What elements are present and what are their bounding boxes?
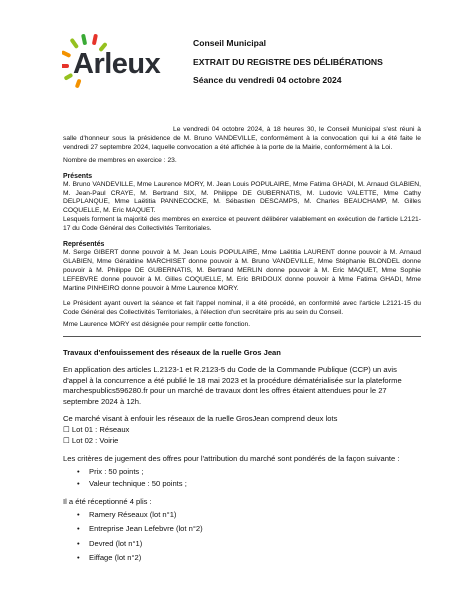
travaux-paragraph-4: Il a été réceptionné 4 plis : [63, 496, 152, 506]
checkbox-icon: ☐ [63, 424, 72, 434]
secretary-paragraph: Mme Laurence MORY est désignée pour remplir cette fonction. [63, 321, 251, 329]
pli-item: • Devred (lot n°1) [63, 539, 413, 550]
representes-list: M. Serge GIBERT donne pouvoir à M. Jean Louis POPULAIRE, Mme Laëtitia LAURENT donne pouvoir à M. Arnaud GLABIEN, Mme Géraldine MARCHISET donne pouvoir à M. Bruno VANDEVILLE, Mme Stéphanie BLONDEL donne pouvoir à M. Philippe DE GUBERNATIS, M. Bertrand MERLIN donne pouvoir à M. Eric MAQUET, Mme Sophie LEFEBVRE donne pouvoir à M. Gilles COQUELLE, M. Eric BRIDOUX donne pouvoir à Mme Fatima GHADI, Mme Martine PINHEIRO donne pouvoir à Mme Laurence MORY. [63, 249, 421, 292]
session-date: Séance du vendredi 04 octobre 2024 [193, 75, 342, 85]
members-count: Nombre de membres en exercice : 23. [63, 156, 177, 164]
pli-item: • Eiffage (lot n°2) [63, 553, 413, 564]
section-divider [63, 336, 421, 337]
presents-heading: Présents [63, 172, 93, 180]
travaux-paragraph-3: Les critères de jugement des offres pour l'attribution du marché sont pondérés de la façon suivante : [63, 454, 400, 464]
travaux-title: Travaux d'enfouissement des réseaux de la ruelle Gros Jean [63, 348, 281, 357]
lot-item: ☐ Lot 01 : Réseaux [63, 424, 130, 434]
pli-item: • Ramery Réseaux (lot n°1) [63, 510, 413, 521]
intro-paragraph: Le vendredi 04 octobre 2024, à 18 heures 30, le Conseil Municipal s'est réuni à salle d'honneur sous la présidence de M. Bruno VANDEVILLE, conformément à la convocation qui lui a été faite le vendredi 27 septembre 2024, laquelle convocation a été affichée à la porte de la Mairie, conformément à la Loi. [63, 126, 421, 151]
council-title: Conseil Municipal [193, 38, 267, 48]
checkbox-icon: ☐ [63, 435, 72, 445]
lot-item: ☐ Lot 02 : Voirie [63, 435, 119, 445]
pli-item: • Entreprise Jean Lefebvre (lot n°2) [63, 524, 413, 535]
travaux-paragraph-1: En application des articles L.2123-1 et R.2123-5 du Code de la Commande Publique (CCP) un avis d'appel à la concurrence a été publié le 18 mai 2023 et la procédure dématérialisée sur la plateforme marchespublics596280.fr pour un marché de travaux dont les offres étaient attendues pour le 27 septembre 2024 à 12h. [63, 365, 402, 406]
document-header [193, 38, 433, 86]
criteria-item: • Valeur technique : 50 points ; [63, 479, 413, 490]
logo-wordmark: Arleux [73, 48, 161, 80]
travaux-section [63, 348, 413, 564]
representes-heading: Représentés [63, 241, 105, 249]
quorum-note: Lesquels forment la majorité des membres en exercice et peuvent délibérer valablement en exécution de l'article L2121-17 du Code Général des Collectivités Territoriales. [63, 216, 421, 233]
presents-list: M. Bruno VANDEVILLE, Mme Laurence MORY, M. Jean Louis POPULAIRE, Mme Fatima GHADI, M. Arnaud GLABIEN, M. Jean-Paul CRAYE, M. Bertrand SIX, M. Philippe DE GUBERNATIS, M. Ludovic VALETTE, Mme Cathy DELPLANQUE, Mme Laëtitia PANNECOCKE, M. Sébastien DESCAMPS, M. Charles BEAUCHAMP, M. Gilles COQUELLE, M. Eric MAQUET. [63, 180, 421, 215]
minutes-body [63, 126, 421, 337]
travaux-paragraph-2: Ce marché visant à enfouir les réseaux de la ruelle GrosJean comprend deux lots [63, 414, 338, 424]
criteria-item: • Prix : 50 points ; [63, 467, 413, 478]
register-title: EXTRAIT DU REGISTRE DES DÉLIBÉRATIONS [193, 57, 383, 67]
opening-paragraph: Le Président ayant ouvert la séance et fait l'appel nominal, il a été procédé, en conformité avec l'article L2121-15 du Code Général des Collectivités Territoriales, à l'élection d'un secrétaire pris au sein du Conseil. [63, 299, 421, 316]
